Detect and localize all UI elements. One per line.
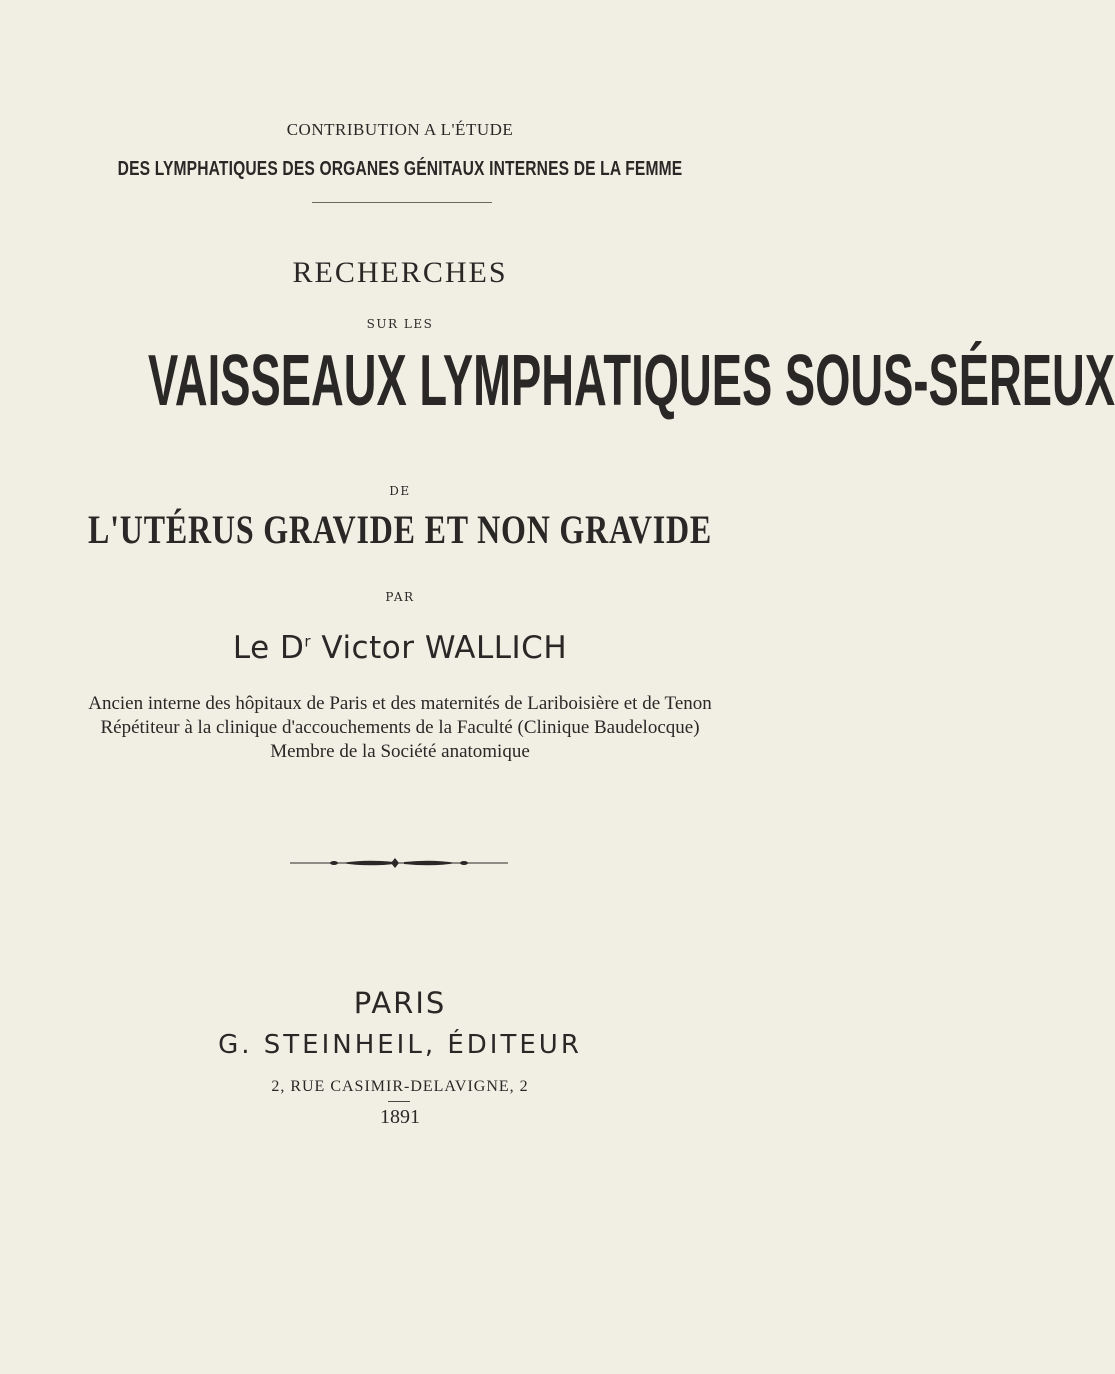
imprint-publisher: G. STEINHEIL, ÉDITEUR xyxy=(218,1030,582,1060)
imprint-address: 2, RUE CASIMIR-DELAVIGNE, 2 xyxy=(271,1078,529,1095)
main-title: VAISSEAUX LYMPHATIQUES SOUS-SÉREUX xyxy=(148,341,1115,421)
author-prefix: Le D xyxy=(232,630,305,666)
imprint-city: PARIS xyxy=(353,986,447,1020)
series-title-line1: CONTRIBUTION A L'ÉTUDE xyxy=(286,120,514,139)
imprint-year: 1891 xyxy=(380,1106,420,1128)
author-credential: Ancien interne des hôpitaux de Paris et des maternités de Lariboisière et de Tenon xyxy=(88,693,712,714)
by-label: PAR xyxy=(385,590,415,604)
title-sur-les: SUR LES xyxy=(366,317,434,331)
author-credential: Répétiteur à la clinique d'accouchements de la Faculté (Clinique Baudelocque) xyxy=(100,717,700,738)
series-title-line2: DES LYMPHATIQUES DES ORGANES GÉNITAUX INTERNES DE LA FEMME xyxy=(117,158,683,180)
author-name: Victor WALLICH xyxy=(321,630,568,666)
divider-rule xyxy=(312,202,492,203)
subtitle: L'UTÉRUS GRAVIDE ET NON GRAVIDE xyxy=(87,507,713,552)
title-de: DE xyxy=(389,484,411,498)
author-credential: Membre de la Société anatomique xyxy=(270,741,530,762)
year-rule xyxy=(388,1101,410,1102)
ornament-divider-icon xyxy=(290,856,508,870)
author-line xyxy=(0,630,800,666)
author-title-sup: r xyxy=(304,632,312,651)
title-kicker: RECHERCHES xyxy=(292,256,508,289)
